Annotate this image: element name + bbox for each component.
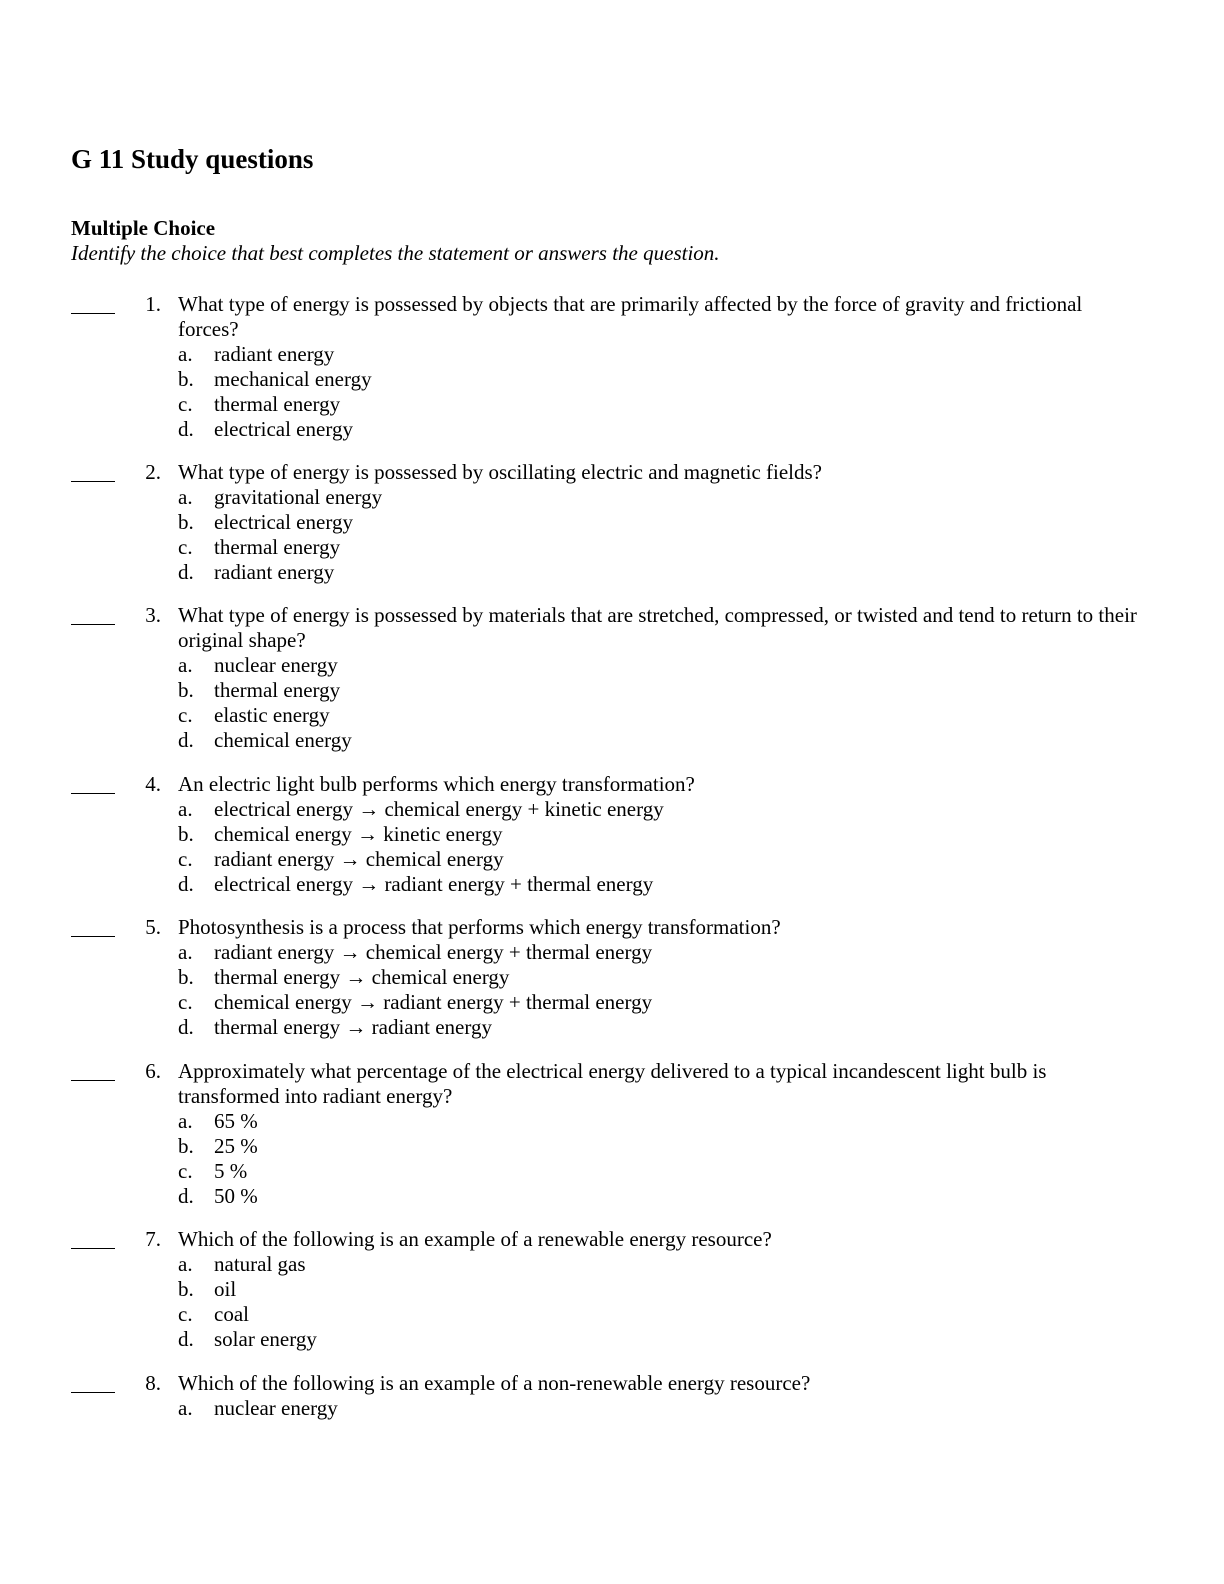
- question-text: What type of energy is possessed by materials that are stretched, compressed, or twisted and tend to return to their original shape?: [178, 603, 1137, 652]
- section-heading: Multiple Choice: [71, 216, 216, 240]
- choice-letter: d.: [178, 1015, 194, 1039]
- choice-letter: c.: [178, 1302, 193, 1326]
- choice-text: radiant energy → chemical energy: [214, 847, 504, 871]
- choice-letter: a.: [178, 797, 193, 821]
- choice-letter: a.: [178, 1109, 193, 1133]
- answer-blank[interactable]: [71, 936, 115, 937]
- question-text: Which of the following is an example of a renewable energy resource?: [178, 1227, 772, 1251]
- answer-blank[interactable]: [71, 313, 115, 314]
- choice-letter: d.: [178, 1327, 194, 1351]
- choice-text: solar energy: [214, 1327, 317, 1351]
- choice-letter: d.: [178, 728, 194, 752]
- question-number: 5.: [145, 915, 161, 939]
- question-number: 2.: [145, 460, 161, 484]
- choice-letter: c.: [178, 703, 193, 727]
- choice-text: thermal energy: [214, 678, 341, 702]
- choice-text: thermal energy → radiant energy: [214, 1015, 492, 1039]
- choice-text: 65 %: [214, 1109, 258, 1133]
- choice-letter: b.: [178, 965, 194, 989]
- choice-letter: b.: [178, 678, 194, 702]
- choice-letter: c.: [178, 392, 193, 416]
- choice-text: gravitational energy: [214, 485, 383, 509]
- answer-blank[interactable]: [71, 1080, 115, 1081]
- choice-letter: b.: [178, 1134, 194, 1158]
- question-text: Approximately what percentage of the electrical energy delivered to a typical incandescent light bulb is transformed into radiant energy?: [178, 1059, 1047, 1108]
- choice-text: 25 %: [214, 1134, 258, 1158]
- choice-letter: a.: [178, 1396, 193, 1420]
- choice-letter: c.: [178, 990, 193, 1014]
- question-number: 4.: [145, 772, 161, 796]
- choice-text: thermal energy: [214, 535, 341, 559]
- choice-text: natural gas: [214, 1252, 306, 1276]
- choice-letter: b.: [178, 822, 194, 846]
- choice-text: nuclear energy: [214, 1396, 338, 1420]
- choice-letter: c.: [178, 847, 193, 871]
- answer-blank[interactable]: [71, 793, 115, 794]
- page-title: G 11 Study questions: [71, 144, 314, 174]
- choice-text: electrical energy: [214, 417, 353, 441]
- choice-text: elastic energy: [214, 703, 330, 727]
- choice-text: electrical energy → chemical energy + kinetic energy: [214, 797, 664, 821]
- choice-letter: c.: [178, 535, 193, 559]
- question-text: An electric light bulb performs which energy transformation?: [178, 772, 695, 796]
- choice-letter: d.: [178, 1184, 194, 1208]
- answer-blank[interactable]: [71, 481, 115, 482]
- question-text: Which of the following is an example of a non-renewable energy resource?: [178, 1371, 811, 1395]
- choice-text: thermal energy → chemical energy: [214, 965, 510, 989]
- choice-letter: b.: [178, 1277, 194, 1301]
- question-text: What type of energy is possessed by oscillating electric and magnetic fields?: [178, 460, 822, 484]
- choice-text: thermal energy: [214, 392, 341, 416]
- choice-text: chemical energy → radiant energy + thermal energy: [214, 990, 653, 1014]
- choice-letter: a.: [178, 342, 193, 366]
- choice-text: 5 %: [214, 1159, 248, 1183]
- choice-text: chemical energy → kinetic energy: [214, 822, 503, 846]
- question-number: 1.: [145, 292, 161, 316]
- choice-text: electrical energy → radiant energy + thermal energy: [214, 872, 654, 896]
- question-number: 6.: [145, 1059, 161, 1083]
- choice-text: electrical energy: [214, 510, 353, 534]
- choice-text: radiant energy: [214, 560, 335, 584]
- choice-text: coal: [214, 1302, 249, 1326]
- question-number: 8.: [145, 1371, 161, 1395]
- question-number: 7.: [145, 1227, 161, 1251]
- choice-text: 50 %: [214, 1184, 258, 1208]
- choice-letter: a.: [178, 653, 193, 677]
- answer-blank[interactable]: [71, 1392, 115, 1393]
- choice-letter: b.: [178, 510, 194, 534]
- choice-letter: c.: [178, 1159, 193, 1183]
- choice-text: radiant energy → chemical energy + thermal energy: [214, 940, 653, 964]
- answer-blank[interactable]: [71, 1248, 115, 1249]
- question-text: What type of energy is possessed by objects that are primarily affected by the force of gravity and frictional forces?: [178, 292, 1083, 341]
- instructions-text: Identify the choice that best completes the statement or answers the question.: [71, 241, 720, 265]
- choice-text: radiant energy: [214, 342, 335, 366]
- choice-letter: d.: [178, 560, 194, 584]
- choice-text: chemical energy: [214, 728, 352, 752]
- question-number: 3.: [145, 603, 161, 627]
- choice-text: nuclear energy: [214, 653, 338, 677]
- choice-text: oil: [214, 1277, 237, 1301]
- choice-letter: d.: [178, 872, 194, 896]
- answer-blank[interactable]: [71, 624, 115, 625]
- choice-letter: d.: [178, 417, 194, 441]
- choice-letter: a.: [178, 1252, 193, 1276]
- choice-letter: a.: [178, 940, 193, 964]
- choice-letter: b.: [178, 367, 194, 391]
- choice-letter: a.: [178, 485, 193, 509]
- question-text: Photosynthesis is a process that performs which energy transformation?: [178, 915, 781, 939]
- choice-text: mechanical energy: [214, 367, 372, 391]
